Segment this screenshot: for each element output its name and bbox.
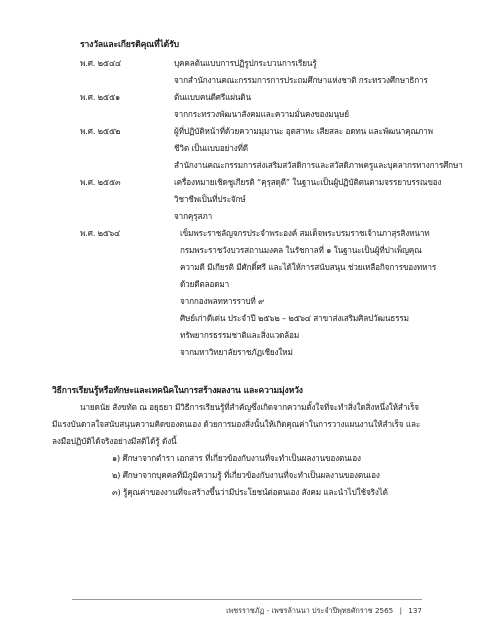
award-line: เข็มพระราชลัญจกรประจำพระองค์ สมเด็จพระบรมราชเจ้านภาสุรสิงหนาท [180,228,430,238]
award-line: ชีวิต เป็นแบบอย่างที่ดี [174,143,248,153]
award-line: กรมพระราชวังบวรสถานมงคล ในรัชกาลที่ ๑ ในฐานะเป็นผู้ที่ปาเพ็ญคุณ [180,245,422,255]
footer-separator: | [399,606,402,615]
award-year: พ.ศ. ๒๕๕๑ [80,92,121,102]
award-year: พ.ศ. ๒๕๕๓ [80,177,121,187]
footer-divider [72,599,422,600]
award-year: พ.ศ. ๒๕๔๔ [80,58,122,68]
award-line: วิชาชีพเป็นที่ประจักษ์ [174,194,246,204]
body-paragraph: นายดนัย สังขทัต ณ อยุธยา มีวิธีการเรียนรู้ที่สำคัญซึ่งเกิดจากความตั้งใจที่จะทำสิ่งใดสิ่งหนึ่งให้สำเร็จ [80,402,419,412]
award-line: ด้วยดีตลอดมา [180,279,230,289]
award-line: ทรัพยากรธรรมชาติและสิ่งแวดล้อม [180,330,300,340]
award-line: ศิษย์เก่าดีเด่น ประจำปี ๒๕๖๒ – ๒๕๖๔ สาขาส่งเสริมศิลปวัฒนธรรม [180,313,409,323]
page-number: 137 [408,606,422,615]
award-line: จากกระทรวงพัฒนาสังคมและความมั่นคงของมนุษย์ [174,109,349,119]
awards-heading: รางวัลและเกียรติคุณที่ได้รับ [80,40,179,50]
methods-heading: วิธีการเรียนรู้หรือทักษะและเทคนิคในการสร้างผลงาน และความมุ่งหวัง [52,386,303,396]
award-line: จากคุรุสภา [174,211,213,221]
footer-title: เพชรราชภัฏ - เพชรล้านนา ประจำปีพุทธศักราช 2565 [226,606,394,615]
award-year: พ.ศ. ๒๕๕๒ [80,126,121,136]
list-item: ๓) รู้คุณค่าของงานที่จะสร้างขึ้นว่ามีประโยชน์ต่อตนเอง สังคม และนำไปใช้จริงได้ [112,487,388,497]
award-line: เครื่องหมายเชิดชูเกียรติ “คุรุสดุดี” ในฐานะเป็นผู้ปฏิบัติตนตามจรรยาบรรณของ [174,177,442,187]
award-line: จากสำนักงานคณะกรรมการการประถมศึกษาแห่งชาติ กระทรวงศึกษาธิการ [174,75,428,85]
award-line: บุคคลต้นแบบการปฏิรูปกระบวนการเรียนรู้ [174,58,317,68]
list-item: ๑) ศึกษาจากตำรา เอกสาร ที่เกี่ยวข้องกับงานที่จะทำเป็นผลงานของตนเอง [112,453,361,463]
award-line: ความดี มีเกียรติ มีศักดิ์ศรี และได้ให้การสนับสนุน ช่วยเหลือกิจการของทหาร [180,262,437,272]
award-year: พ.ศ. ๒๕๖๔ [80,228,121,238]
award-line: ผู้ที่ปฏิบัติหน้าที่ด้วยความมุมานะ อุตสาหะ เสียสละ อดทน และพัฒนาคุณภาพ [174,126,433,136]
award-line: ต้นแบบคนดีศรีแผ่นดิน [174,92,251,102]
page-footer [226,606,422,616]
award-line: จากกองพลทหารราบที่ ๙ [180,296,264,306]
list-item: ๒) ศึกษาจากบุคคลที่มีภูมิความรู้ ที่เกี่ยวข้องกับงานที่จะทำเป็นผลงานของตนเอง [112,470,380,480]
award-line: จากมหาวิทยาลัยราชภัฏเชียงใหม่ [180,347,293,357]
award-line: สำนักงานคณะกรรมการส่งเสริมสวัสดิการและสวัสดิภาพครูและบุคลากรทางการศึกษา [174,160,463,170]
body-paragraph: ลงมือปฏิบัติได้จริงอย่างมีสติได้รู้ ดังนี้ [52,436,177,446]
body-paragraph: มีแรงบันดาลใจสนับสนุนความคิดของตนเอง ด้วยการมองสิ่งนั้นให้เกิดคุณค่าในการวางแผนงานให้สำเร็จ และ [52,419,421,429]
